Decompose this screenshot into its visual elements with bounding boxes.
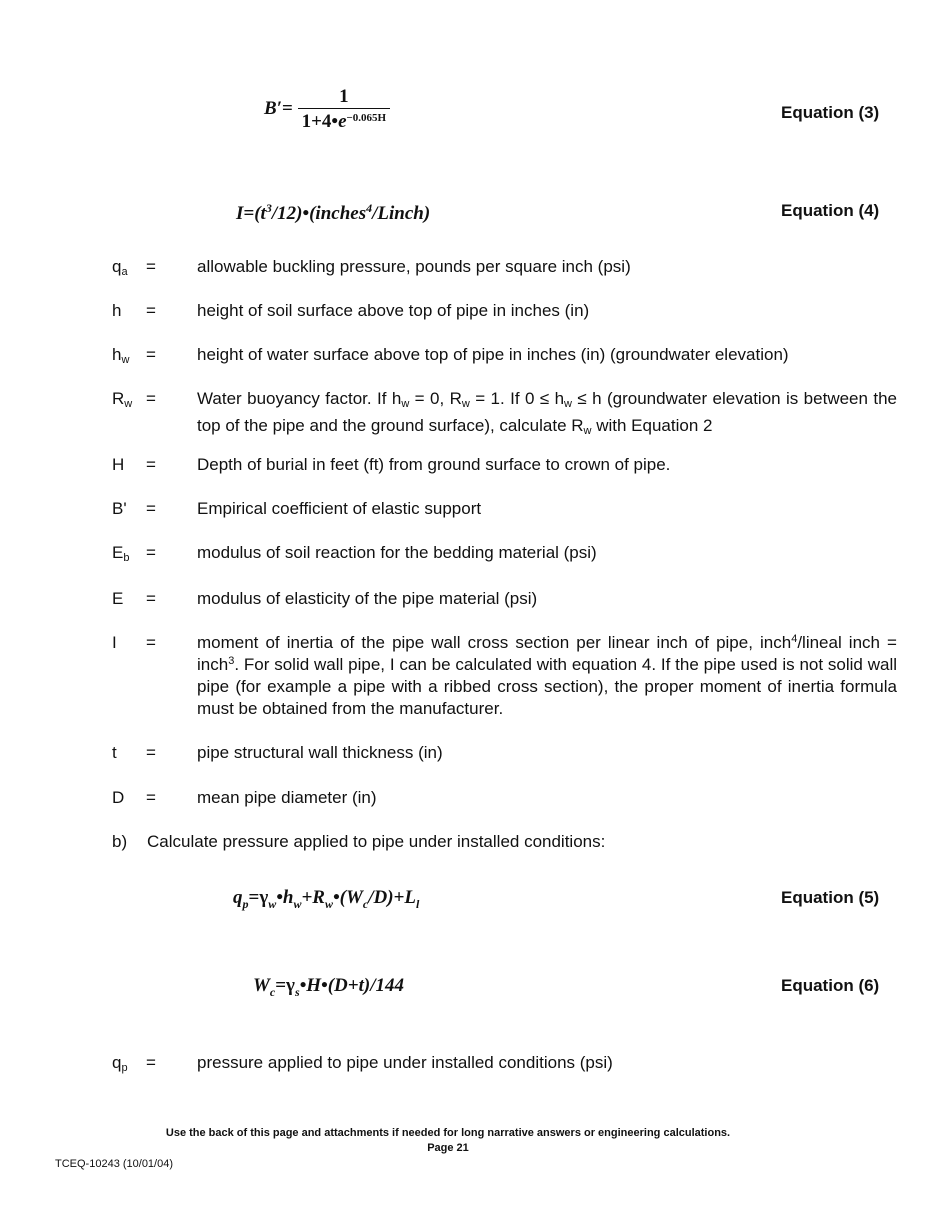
text-run: with Equation 2 [591, 416, 713, 435]
def-equals: = [146, 589, 156, 608]
def-equals: = [146, 633, 156, 652]
def-text-E: modulus of elasticity of the pipe material (psi) [197, 589, 538, 608]
step-b-marker: b) [112, 832, 128, 851]
sym-sub: a [121, 266, 128, 278]
eq5-r: +R [301, 887, 325, 908]
sym-text: I [112, 633, 117, 652]
def-equals: = [146, 345, 156, 364]
sym-text: H [112, 455, 125, 474]
def-equals: = [146, 301, 156, 320]
eq5-h: •h [276, 887, 294, 908]
eq5-gamma: =γ [248, 887, 269, 908]
sym-text: E [112, 589, 124, 608]
eq5-q: q [233, 887, 243, 908]
eq3-den-exponent: −0.065H [346, 112, 387, 124]
def-symbol-qa [112, 257, 128, 278]
eq5-gamma-sub: w [268, 897, 277, 911]
eq4-exp-2: 4 [366, 201, 373, 215]
equation-6-label: Equation (6) [781, 976, 880, 995]
eq4-part-2: /12)•(inches [271, 203, 367, 224]
text-sub: w [401, 398, 410, 410]
def-text-I [197, 632, 897, 720]
sym-sub: w [121, 354, 130, 366]
def-symbol-E [112, 589, 123, 609]
def-symbol-rw [112, 389, 132, 410]
eq3-denominator [298, 108, 391, 133]
eq3-lhs: B′ [264, 97, 283, 119]
text-run: /lineal inch = inch [197, 633, 897, 674]
text-run: Water buoyancy factor. If h [197, 389, 402, 408]
eq5-q-sub: p [242, 897, 249, 911]
def-symbol-eb [112, 543, 129, 564]
def-text-rw [197, 388, 897, 442]
eq4-exp-1: 3 [265, 201, 272, 215]
def-text-qa: allowable buckling pressure, pounds per square inch (psi) [197, 257, 631, 276]
eq5-w: •(W [332, 887, 363, 908]
equation-4-formula [236, 201, 430, 225]
equation-5-formula [233, 887, 419, 912]
equation-5-label: Equation (5) [781, 888, 880, 907]
def-text-D: mean pipe diameter (in) [197, 788, 377, 807]
def-equals: = [146, 788, 156, 807]
sym-text: D [112, 788, 125, 807]
eq5-d: /D)+L [368, 887, 416, 908]
def-equals: = [146, 455, 156, 474]
sym-text: q [112, 257, 122, 276]
eq3-den-e: e [338, 111, 347, 132]
def-text-hw: height of water surface above top of pipe in inches (in) (groundwater elevation) [197, 345, 789, 364]
def-text-h: height of soil surface above top of pipe in inches (in) [197, 301, 590, 320]
text-sup: 4 [791, 633, 798, 645]
text-run: moment of inertia of the pipe wall cross section per linear inch of pipe, inch [197, 633, 792, 652]
eq6-w: W [253, 975, 270, 996]
def-symbol-I [112, 633, 117, 653]
text-sub: w [461, 398, 470, 410]
def-symbol-bprime [112, 499, 127, 519]
def-symbol-t [112, 743, 117, 763]
eq6-gamma-sub: s [294, 985, 300, 999]
def-equals: = [146, 543, 156, 562]
def-text-bprime: Empirical coefficient of elastic support [197, 499, 482, 518]
equation-3-formula [264, 86, 390, 133]
eq6-gamma: =γ [275, 975, 295, 996]
def-symbol-H [112, 455, 124, 475]
def-text-qp: pressure applied to pipe under installed conditions (psi) [197, 1053, 613, 1072]
sym-sub: b [123, 552, 130, 564]
equation-4-label: Equation (4) [781, 201, 880, 220]
def-equals: = [146, 257, 156, 276]
def-equals: = [146, 1053, 156, 1072]
sym-text: h [112, 345, 122, 364]
sym-sub: w [124, 398, 133, 410]
def-equals: = [146, 743, 156, 762]
sym-text: E [112, 543, 124, 562]
eq3-equals: = [282, 97, 293, 119]
form-id: TCEQ-10243 (10/01/04) [55, 1158, 174, 1170]
eq3-numerator: 1 [339, 86, 349, 107]
text-sup: 3 [228, 655, 235, 667]
eq5-h-sub: w [293, 897, 302, 911]
text-run: . For solid wall pipe, I can be calculated with equation 4. If the pipe used is not solid wall pipe (for example a pipe with a ribbed cross section), the proper moment of inertia formula must be obtained from the manufacturer. [197, 655, 897, 718]
equation-6-formula [253, 975, 404, 1000]
def-symbol-D [112, 788, 124, 808]
step-b-text: Calculate pressure applied to pipe under installed conditions: [147, 832, 606, 851]
sym-sub: p [121, 1062, 128, 1074]
sym-text: B' [112, 499, 127, 518]
def-equals: = [146, 499, 156, 518]
eq3-den-base: 1+4• [301, 111, 339, 132]
def-text-t: pipe structural wall thickness (in) [197, 743, 443, 762]
eq5-l-sub: l [415, 897, 420, 911]
def-text-H: Depth of burial in feet (ft) from ground surface to crown of pipe. [197, 455, 671, 474]
def-text-eb: modulus of soil reaction for the bedding material (psi) [197, 543, 597, 562]
text-run: = 1. If 0 ≤ h [469, 389, 565, 408]
def-symbol-qp [112, 1053, 128, 1074]
sym-text: q [112, 1053, 122, 1072]
def-symbol-h [112, 301, 121, 321]
eq6-w-sub: c [269, 985, 276, 999]
eq4-part-3: /Linch) [372, 203, 431, 224]
eq3-fraction [298, 86, 391, 133]
sym-text: t [112, 743, 117, 762]
eq4-part-1: I=(t [236, 203, 266, 224]
def-symbol-hw [112, 345, 129, 366]
footer-note: Use the back of this page and attachments if needed for long narrative answers or engineering calculations. [165, 1127, 731, 1139]
equation-3-label: Equation (3) [781, 103, 880, 122]
eq5-w-sub: c [362, 897, 369, 911]
eq5-r-sub: w [324, 897, 333, 911]
sym-text: h [112, 301, 122, 320]
text-run: ≤ h (groundwater elevation is between the top of the pipe and the ground surface), calculate R [197, 389, 897, 435]
text-sub: w [564, 398, 572, 410]
text-sub: w [583, 425, 592, 437]
sym-text: R [112, 389, 125, 408]
page-number: Page 21 [427, 1142, 469, 1154]
eq6-rest: •H•(D+t)/144 [299, 975, 404, 996]
text-run: = 0, R [409, 389, 462, 408]
def-equals: = [146, 389, 156, 408]
